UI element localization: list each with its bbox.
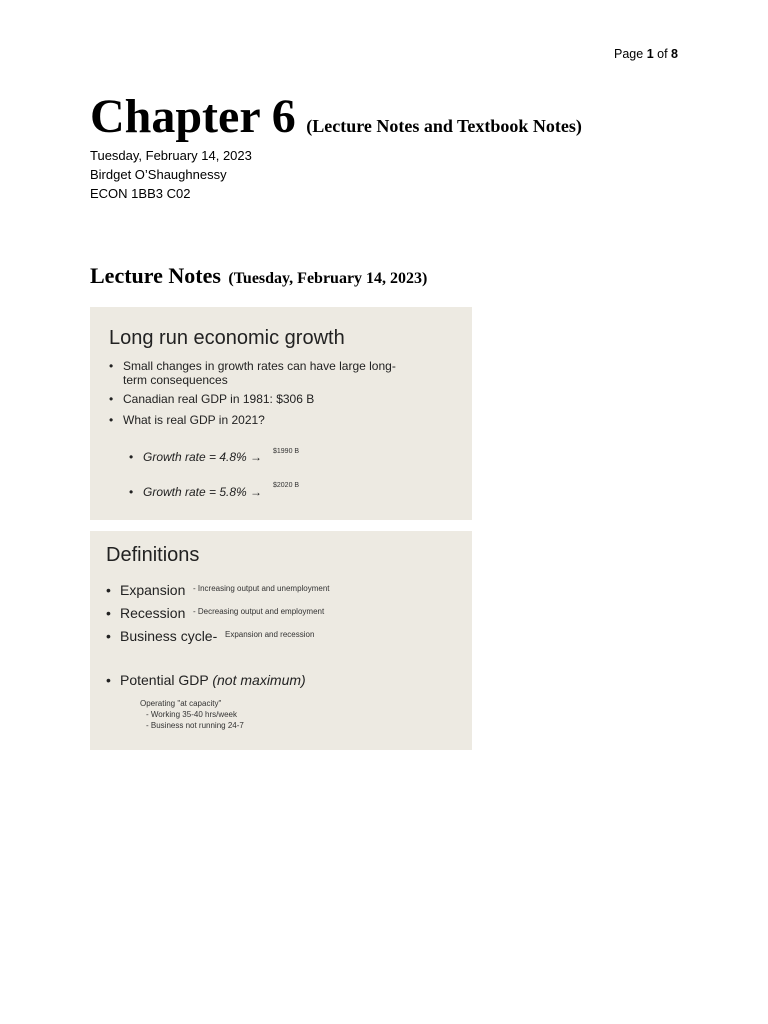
definition-note: - Increasing output and unemployment xyxy=(193,584,330,593)
definition-term: Potential GDP xyxy=(120,672,209,688)
bullet-icon: • xyxy=(129,450,134,464)
bullet-icon: • xyxy=(106,605,111,621)
section-subtitle: (Tuesday, February 14, 2023) xyxy=(228,270,428,287)
bullet-icon: • xyxy=(129,485,134,499)
capacity-note-line: - Business not running 24-7 xyxy=(146,721,244,730)
slide-title: Definitions xyxy=(106,544,200,566)
definition-item xyxy=(106,605,186,621)
slide-bullet xyxy=(109,413,265,427)
document-date: Tuesday, February 14, 2023 xyxy=(90,148,252,163)
slide-bullet xyxy=(109,359,396,387)
definition-item xyxy=(106,582,186,598)
definition-term: Business cycle- xyxy=(120,628,218,644)
bullet-text: Canadian real GDP in 1981: $306 B xyxy=(123,392,315,406)
bullet-icon: • xyxy=(109,413,114,427)
handwritten-note: $2020 B xyxy=(273,482,300,489)
capacity-note-line: - Working 35-40 hrs/week xyxy=(146,710,237,719)
capacity-note: Operating "at capacity" xyxy=(140,699,222,708)
definition-note: Expansion and recession xyxy=(225,630,315,639)
bullet-text: What is real GDP in 2021? xyxy=(123,413,265,427)
page-number xyxy=(614,47,678,61)
bullet-text: term consequences xyxy=(123,373,228,387)
section-title: Lecture Notes xyxy=(90,263,221,288)
document-meta xyxy=(90,146,252,203)
bullet-icon: • xyxy=(109,359,114,373)
page-total: 8 xyxy=(671,47,678,61)
slide-subbullet xyxy=(129,450,263,464)
definition-note: - Decreasing output and employment xyxy=(193,607,325,616)
slide-subbullet xyxy=(129,485,263,499)
definition-item xyxy=(106,628,218,644)
bullet-icon: • xyxy=(106,628,111,644)
section-heading xyxy=(90,263,427,289)
course-code: ECON 1BB3 C02 xyxy=(90,186,191,201)
page-prefix: Page xyxy=(614,47,644,61)
bullet-text: Small changes in growth rates can have large long- xyxy=(123,359,396,373)
slide-definitions xyxy=(90,531,472,750)
bullet-icon: • xyxy=(106,582,111,598)
slide-growth xyxy=(90,307,472,520)
growth-rate-2: Growth rate = 5.8% → xyxy=(143,485,263,499)
slide-title: Long run economic growth xyxy=(109,327,345,349)
definition-qualifier: (not maximum) xyxy=(212,672,306,688)
definition-term: Recession xyxy=(120,605,186,621)
bullet-icon: • xyxy=(109,392,114,406)
page-current: 1 xyxy=(646,47,654,61)
document-author: Birdget O’Shaughnessy xyxy=(90,167,227,182)
chapter-subtitle: (Lecture Notes and Textbook Notes) xyxy=(306,116,582,136)
growth-rate-1: Growth rate = 4.8% → xyxy=(143,450,263,464)
handwritten-note: $1990 B xyxy=(273,448,300,455)
chapter-title: Chapter 6 xyxy=(90,90,296,143)
bullet-icon: • xyxy=(106,672,111,688)
page-of: of xyxy=(657,47,668,61)
definition-term: Expansion xyxy=(120,582,186,598)
slide-bullet xyxy=(109,392,315,406)
chapter-heading xyxy=(90,90,582,143)
definition-item xyxy=(106,672,306,688)
